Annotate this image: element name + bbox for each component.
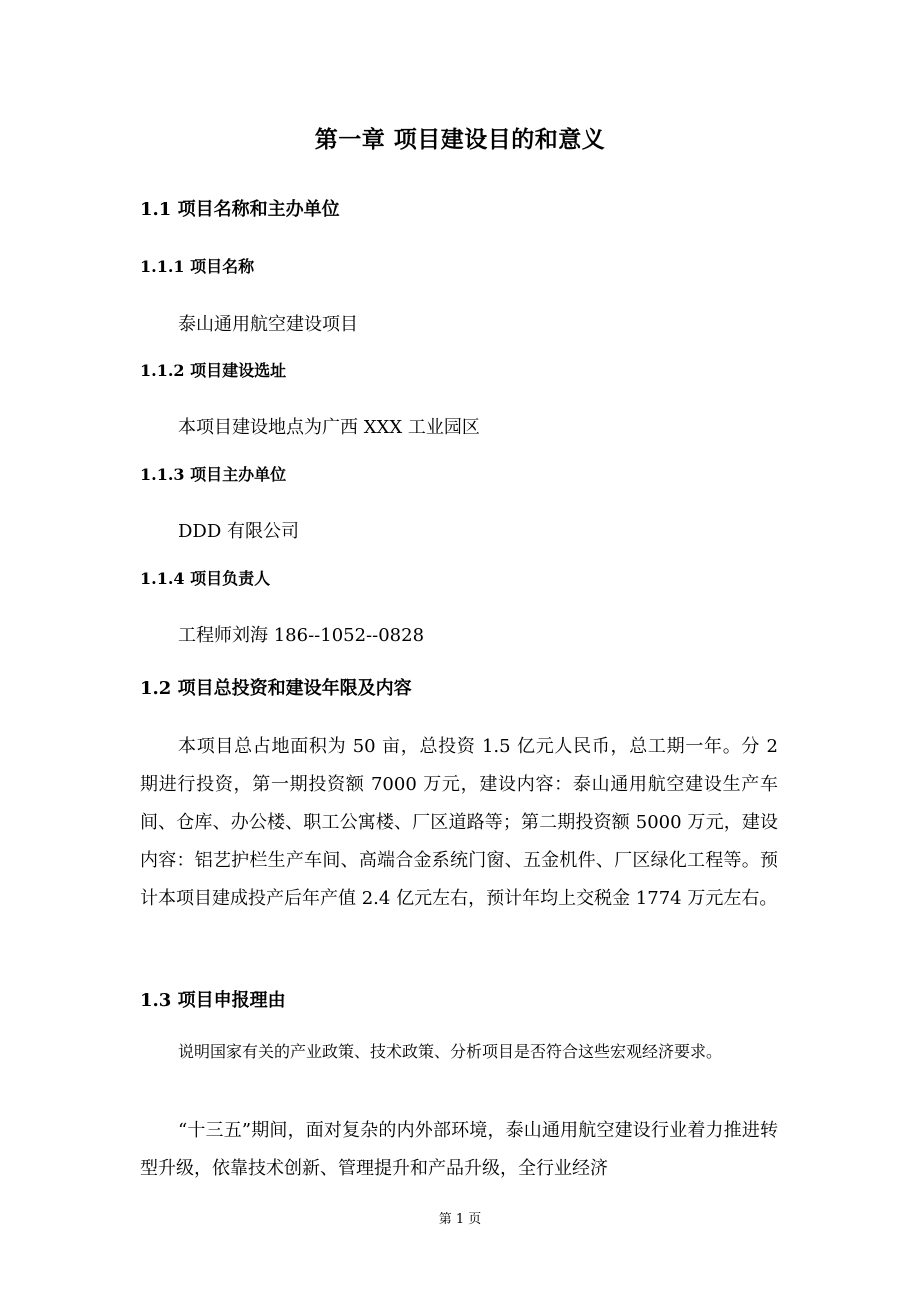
project-site-text: 本项目建设地点为广西 XXX 工业园区 xyxy=(178,417,480,438)
investment-paragraph: 本项目总占地面积为 50 亩，总投资 1.5 亿元人民币，总工期一年。分 2 期进行投资，第一期投资额 7000 万元，建设内容：泰山通用航空建设生产车间、仓库、办公楼、职工公寓楼、厂区道路等；第二期投资额 5000 万元，建设内容：铝艺护栏生产车间、高端合金系统门窗、五金机件、厂区绿化工程等。预计本项目建成投产后年产值 2.4 亿元左右，预计年均上交税金 1774 万元左右。 xyxy=(140,736,778,909)
page-number: 第 1 页 xyxy=(438,1212,482,1227)
subsection-heading-1-1-4: 1.1.4 项目负责人 xyxy=(140,569,271,588)
project-sponsor-text: DDD 有限公司 xyxy=(178,521,300,542)
section-heading-1-2: 1.2 项目总投资和建设年限及内容 xyxy=(140,678,412,699)
project-leader-text: 工程师刘海 186--1052--0828 xyxy=(178,625,425,646)
section-heading-1-1: 1.1 项目名称和主办单位 xyxy=(140,199,340,220)
subsection-heading-1-1-1: 1.1.1 项目名称 xyxy=(140,257,255,276)
subsection-heading-1-1-2: 1.1.2 项目建设选址 xyxy=(140,361,287,380)
project-name-text: 泰山通用航空建设项目 xyxy=(178,314,358,335)
chapter-title: 第一章 项目建设目的和意义 xyxy=(314,126,606,153)
reason-paragraph-1: 说明国家有关的产业政策、技术政策、分析项目是否符合这些宏观经济要求。 xyxy=(178,1042,723,1061)
subsection-heading-1-1-3: 1.1.3 项目主办单位 xyxy=(140,465,287,484)
reason-paragraph-2: “十三五”期间，面对复杂的内外部环境，泰山通用航空建设行业着力推进转型升级，依靠技术创新、管理提升和产品升级，全行业经济 xyxy=(140,1120,778,1179)
section-heading-1-3: 1.3 项目申报理由 xyxy=(140,990,286,1011)
